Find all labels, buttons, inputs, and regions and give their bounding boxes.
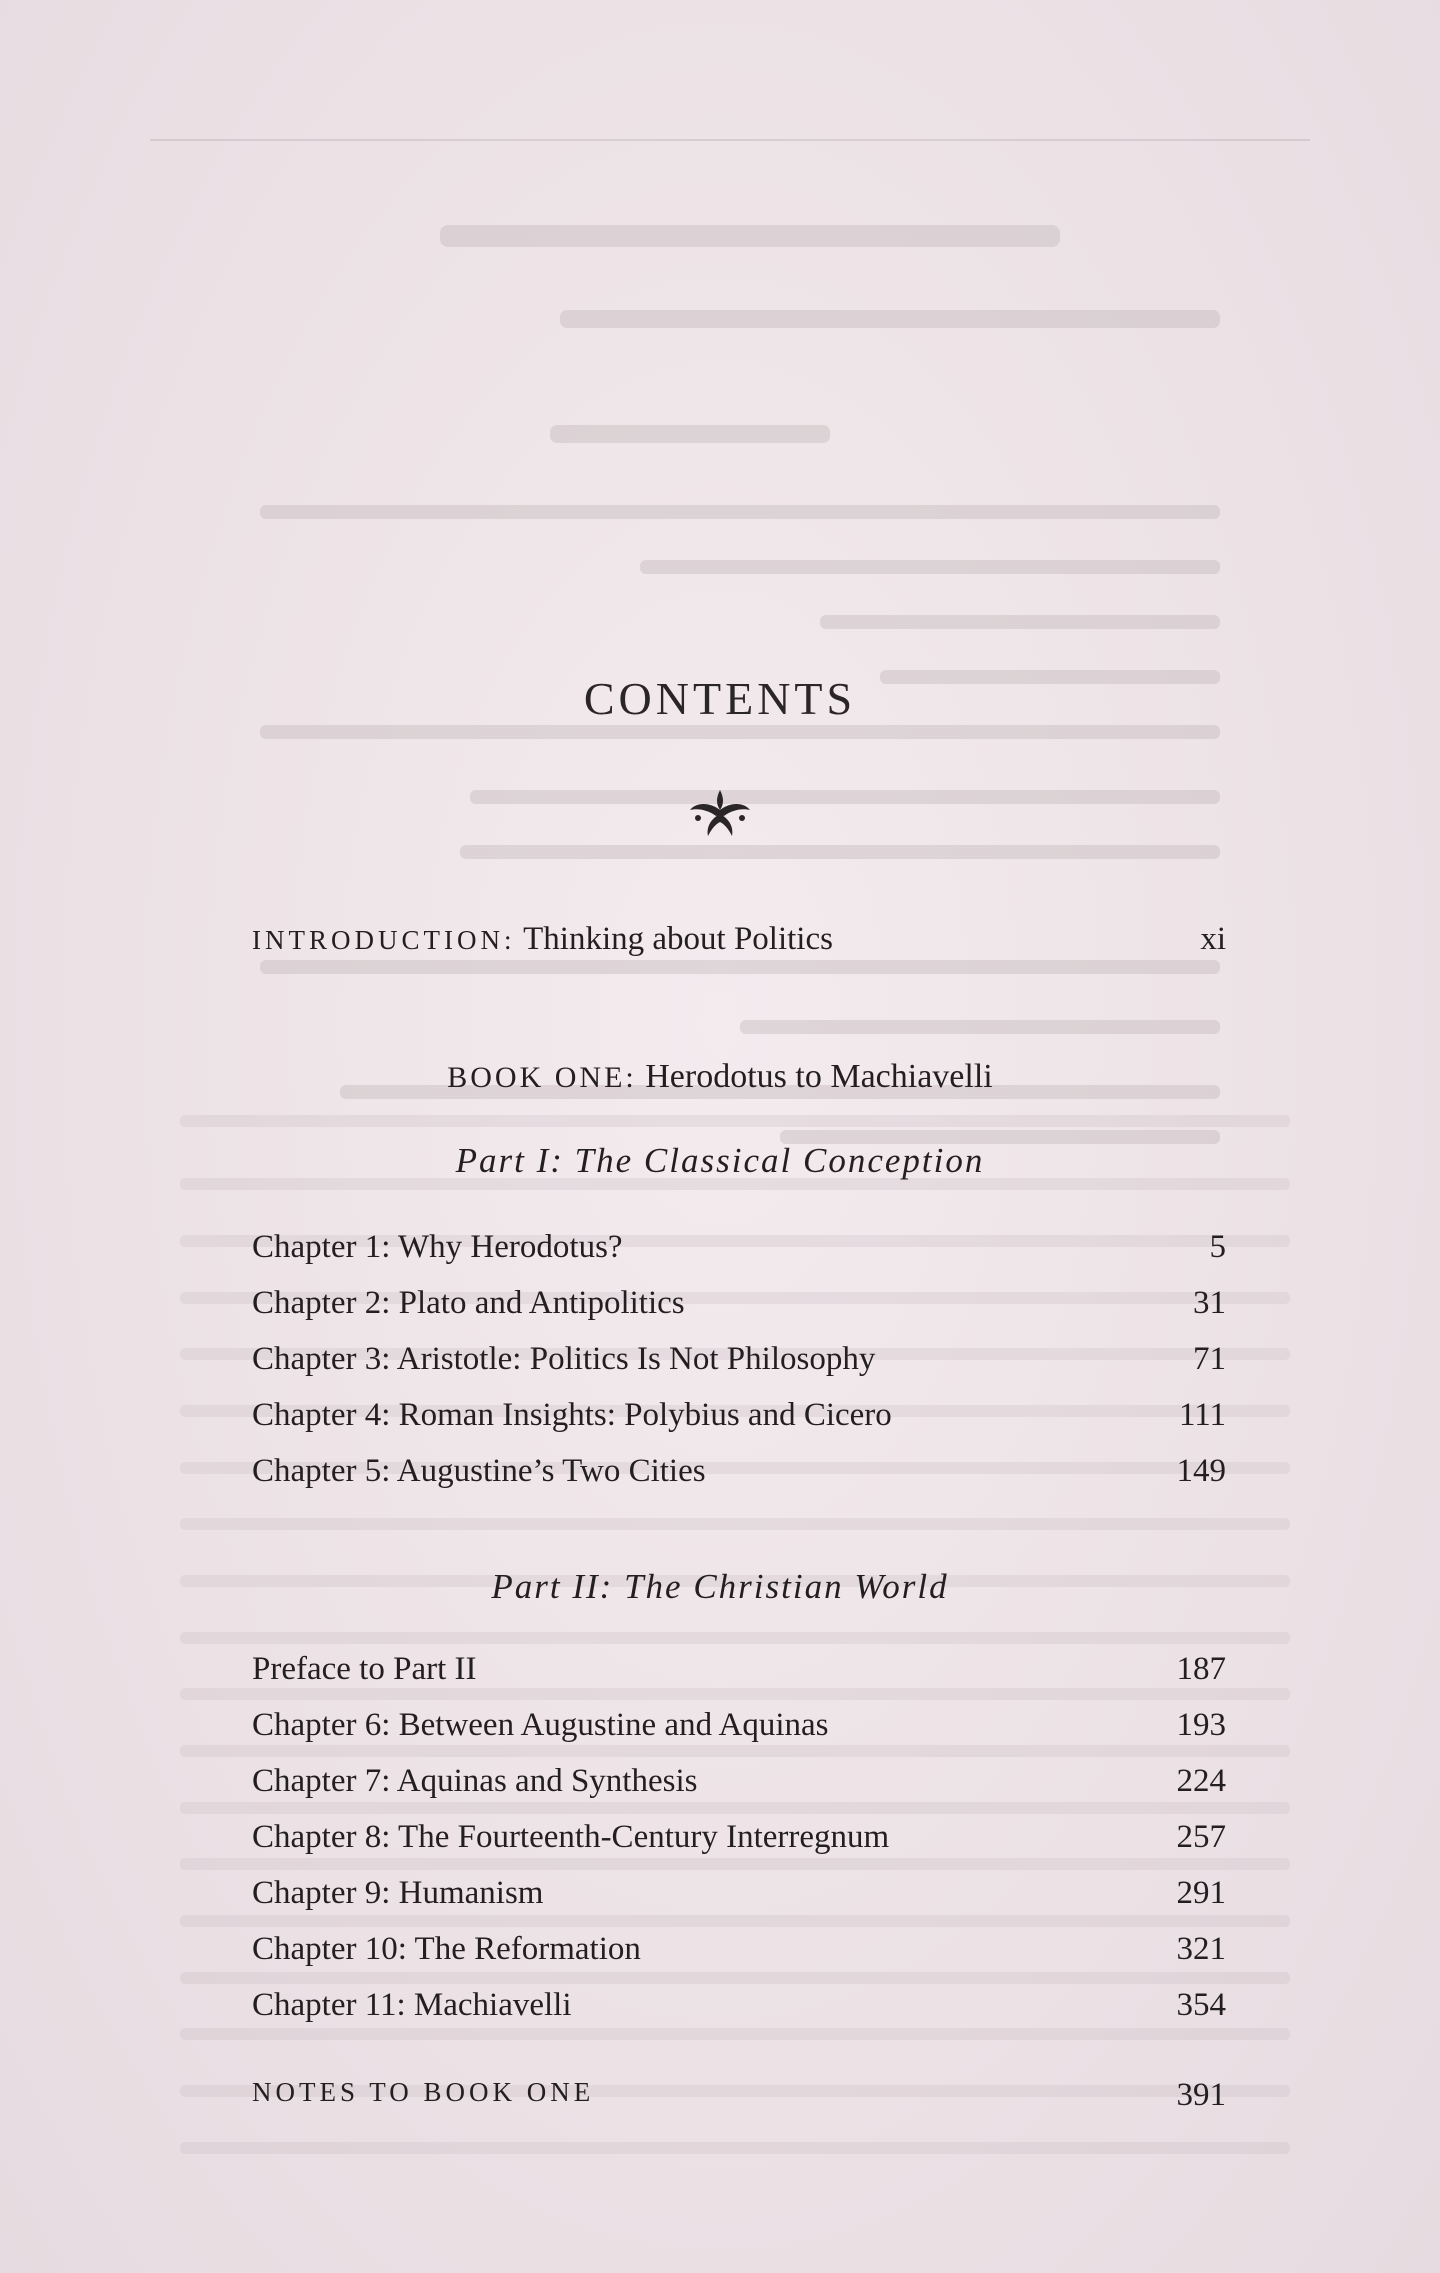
toc-entry-notes[interactable] [252, 2077, 1226, 2125]
toc-entry[interactable]: Chapter 11: Machiavelli 354 [252, 1987, 1226, 2023]
introduction-page: xi [1200, 921, 1226, 957]
fleuron-ornament-icon [686, 784, 754, 842]
toc-entry[interactable]: Chapter 5: Augustine’s Two Cities 149 [252, 1453, 1226, 1489]
toc-entry[interactable]: Chapter 2: Plato and Antipolitics 31 [252, 1285, 1226, 1321]
part-two-heading: Part II: The Christian World [491, 1567, 949, 1606]
toc-entry[interactable]: Chapter 4: Roman Insights: Polybius and Cicero 111 [252, 1397, 1226, 1433]
toc-entry[interactable]: Chapter 10: The Reformation 321 [252, 1931, 1226, 1967]
toc-entry[interactable]: Chapter 6: Between Augustine and Aquinas 193 [252, 1707, 1226, 1743]
toc-entry[interactable]: Chapter 7: Aquinas and Synthesis 224 [252, 1763, 1226, 1799]
toc-entry[interactable]: Chapter 8: The Fourteenth-Century Interregnum 257 [252, 1819, 1226, 1855]
introduction-label: Thinking about Politics [523, 921, 833, 957]
toc-entry[interactable]: Chapter 1: Why Herodotus? 5 [252, 1229, 1226, 1265]
introduction-label-caps: INTRODUCTION: [252, 925, 516, 955]
part-one-heading: Part I: The Classical Conception [455, 1141, 985, 1180]
toc-entry[interactable]: Chapter 9: Humanism 291 [252, 1875, 1226, 1911]
notes-label: NOTES TO BOOK ONE [252, 2077, 595, 2107]
toc-entry[interactable]: Preface to Part II 187 [252, 1651, 1226, 1687]
toc-entry[interactable]: Chapter 3: Aristotle: Politics Is Not Philosophy 71 [252, 1341, 1226, 1377]
book-one-heading: BOOK ONE: Herodotus to Machiavelli [447, 1058, 993, 1095]
notes-page: 391 [1176, 2077, 1226, 2113]
contents-title: CONTENTS [583, 673, 857, 724]
toc-entry-introduction[interactable] [252, 921, 1226, 969]
